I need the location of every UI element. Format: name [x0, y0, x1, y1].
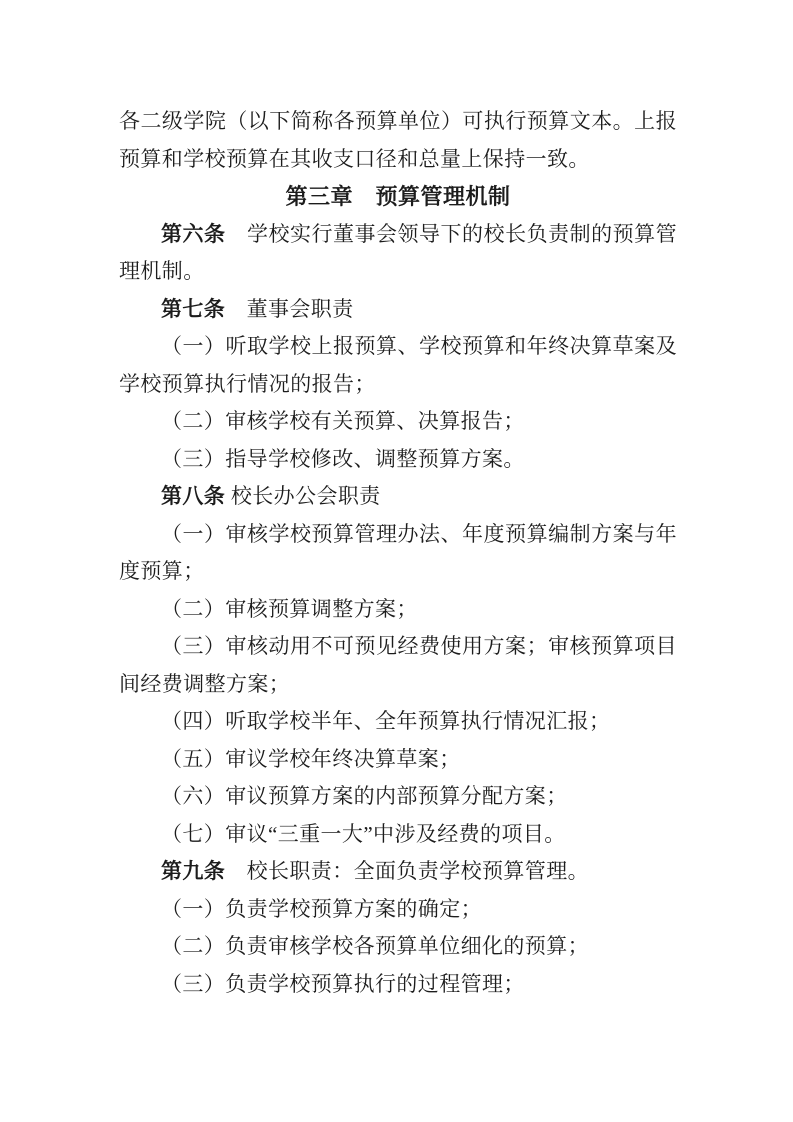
article-text: 校长职责：全面负责学校预算管理。 — [225, 859, 590, 883]
article-paragraph — [119, 478, 677, 516]
chapter-heading: 第三章 预算管理机制 — [285, 184, 511, 209]
article-number: 第六条 — [161, 221, 226, 246]
list-item-paragraph: （五）审议学校年终决算草案； — [161, 746, 461, 771]
article-paragraph — [119, 216, 677, 291]
document-body — [119, 103, 677, 1003]
list-item-paragraph: （二）负责审核学校各预算单位细化的预算； — [161, 934, 589, 958]
article-number: 第九条 — [161, 859, 226, 883]
list-item-paragraph: （三）指导学校修改、调整预算方案。 — [161, 446, 525, 471]
article-text: 校长办公会职责 — [225, 484, 381, 508]
article-paragraph — [119, 853, 677, 891]
article-text: 董事会职责 — [225, 296, 354, 321]
list-item-paragraph: （一）负责学校预算方案的确定； — [161, 896, 482, 921]
article-number: 第七条 — [161, 296, 226, 321]
list-item-paragraph: （六）审议预算方案的内部预算分配方案； — [161, 784, 568, 808]
body-paragraph: 各二级学院（以下简称各预算单位）可执行预算文本。上报预算和学校预算在其收支口径和总量上保持一致。 — [119, 109, 677, 171]
article-number: 第八条 — [161, 484, 226, 508]
article-text: 学校实行董事会领导下的校长负责制的预算管理机制。 — [119, 221, 677, 283]
list-item-paragraph: （一）审核学校预算管理办法、年度预算编制方案与年度预算； — [119, 521, 677, 583]
list-item-paragraph: （一）听取学校上报预算、学校预算和年终决算草案及学校预算执行情况的报告； — [119, 334, 677, 396]
list-item-paragraph: （二）审核预算调整方案； — [161, 596, 418, 621]
list-item-paragraph: （四）听取学校半年、全年预算执行情况汇报； — [161, 709, 611, 733]
list-item-paragraph: （三）负责学校预算执行的过程管理； — [161, 971, 525, 996]
article-paragraph — [119, 291, 677, 329]
list-item-paragraph: （二）审核学校有关预算、决算报告； — [161, 409, 525, 433]
list-item-paragraph: （七）审议“三重一大”中涉及经费的项目。 — [161, 821, 566, 846]
list-item-paragraph: （三）审核动用不可预见经费使用方案；审核预算项目间经费调整方案； — [119, 634, 677, 696]
